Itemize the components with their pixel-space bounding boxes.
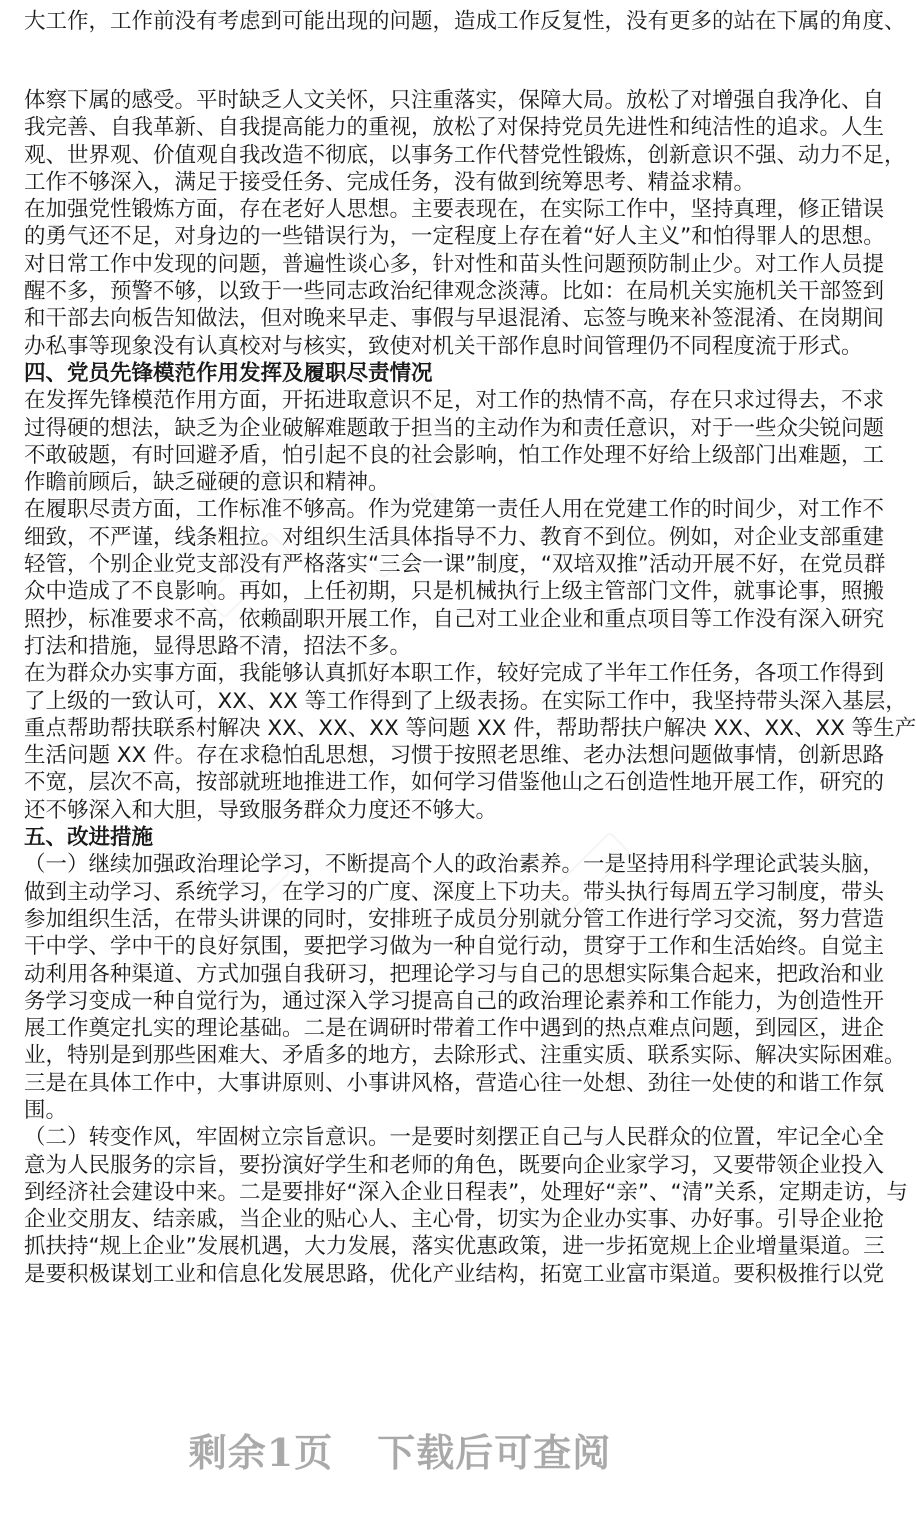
text-line: 醒不多，预警不够，以致于一些同志政治纪律观念淡薄。比如：在局机关实施机关干部签到 — [24, 279, 885, 305]
text-line: 过得硬的想法，缺乏为企业破解难题敢于担当的主动作为和责任意识，对于一些众尖锐问题 — [24, 415, 885, 441]
text-line: 动利用各种渠道、方式加强自我研习，把理论学习与自己的思想实际集合起来，把政治和业 — [24, 961, 885, 987]
text-line: 参加组织生活，在带头讲课的同时，安排班子成员分别就分管工作进行学习交流，努力营造 — [24, 906, 885, 932]
text-line: 在为群众办实事方面，我能够认真抓好本职工作，较好完成了半年工作任务，各项工作得到 — [24, 661, 885, 687]
text-line: 是要积极谋划工业和信息化发展思路，优化产业结构，拓宽工业富市渠道。要积极推行以党 — [24, 1261, 885, 1287]
document-top-fragment — [24, 8, 906, 35]
text-line: 抓扶持“规上企业”发展机遇，大力发展，落实优惠政策，进一步拓宽规上企业增量渠道。三 — [24, 1234, 885, 1260]
text-line: 在发挥先锋模范作用方面，开拓进取意识不足，对工作的热情不高，存在只求过得去，不求 — [24, 388, 885, 414]
text-line: （一）继续加强政治理论学习，不断提高个人的政治素养。一是坚持用科学理论武装头脑， — [24, 852, 885, 878]
text-line: 在加强党性锻炼方面，存在老好人思想。主要表现在，在实际工作中，坚持真理，修正错误 — [24, 197, 885, 223]
text-line: 还不够深入和大胆，导致服务群众力度还不够大。 — [24, 797, 498, 823]
text-line: 意为人民服务的宗旨，要扮演好学生和老师的角色，既要向企业家学习，又要带领企业投入 — [24, 1152, 885, 1178]
text-line: 体察下属的感受。平时缺乏人文关怀，只注重落实，保障大局。放松了对增强自我净化、自 — [24, 88, 885, 113]
text-line: （二）转变作风，牢固树立宗旨意识。一是要时刻摆正自己与人民群众的位置，牢记全心全 — [24, 1125, 885, 1151]
text-line: 我完善、自我革新、自我提高能力的重视，放松了对保持党员先进性和纯洁性的追求。人生 — [24, 115, 885, 141]
text-line: 打法和措施，显得思路不清，招法不多。 — [24, 633, 412, 659]
text-line: 企业交朋友、结亲戚，当企业的贴心人、主心骨，切实为企业办实事、办好事。引导企业抢 — [24, 1207, 885, 1233]
text-line: 在履职尽责方面，工作标准不够高。作为党建第一责任人用在党建工作的时间少，对工作不 — [24, 497, 885, 523]
text-line: 的勇气还不足，对身边的一些错误行为，一定程度上存在着“好人主义”和怕得罪人的思想。 — [24, 224, 885, 250]
text-line: 细致，不严谨，线条粗拉。对组织生活具体指导不力、教育不到位。例如，对企业支部重建 — [24, 524, 885, 550]
text-line: 围。 — [24, 1097, 68, 1123]
text-line: 轻管，个别企业党支部没有严格落实“三会一课”制度，“双培双推”活动开展不好，在党员群 — [24, 552, 886, 578]
text-line: 观、世界观、价值观自我改造不彻底，以事务工作代替党性锻炼，创新意识不强、动力不足， — [24, 142, 906, 168]
text-line: 生活问题 XX 件。存在求稳怕乱思想，习惯于按照老思维、老办法想问题做事情，创新思路 — [24, 743, 885, 769]
text-line: 不宽，层次不高，按部就班地推进工作，如何学习借鉴他山之石创造性地开展工作，研究的 — [24, 770, 885, 796]
text-line: 务学习变成一种自觉行为，通过深入学习提高自己的政治理论素养和工作能力，为创造性开 — [24, 988, 885, 1014]
text-line: 大工作，工作前没有考虑到可能出现的问题，造成工作反复性，没有更多的站在下属的角度、 — [24, 9, 906, 34]
text-line: 业，特别是到那些困难大、矛盾多的地方，去除形式、注重实质、联系实际、解决实际困难。 — [24, 1043, 906, 1069]
download-to-view-label[interactable]: 下载后可查阅 — [377, 1430, 612, 1475]
text-line: 和干部去向板告知做法，但对晚来早走、事假与早退混淆、忘签与晚来补签混淆、在岗期间 — [24, 306, 885, 332]
text-line: 对日常工作中发现的问题，普遍性谈心多，针对性和苗头性问题预防制止少。对工作人员提 — [24, 251, 885, 277]
remaining-pages-label: 剩余1页 — [188, 1430, 334, 1475]
section-heading: 四、党员先锋模范作用发挥及履职尽责情况 — [24, 360, 433, 386]
text-line: 不敢破题，有时回避矛盾，怕引起不良的社会影响，怕工作处理不好给上级部门出难题，工 — [24, 442, 885, 468]
text-line: 做到主动学习、系统学习，在学习的广度、深度上下功夫。带头执行每周五学习制度，带头 — [24, 879, 885, 905]
text-line: 干中学、学中干的良好氛围，要把学习做为一种自觉行动，贯穿于工作和生活始终。自觉主 — [24, 934, 885, 960]
text-line: 众中造成了不良影响。再如，上任初期，只是机械执行上级主管部门文件，就事论事，照搬 — [24, 579, 885, 605]
text-line: 了上级的一致认可，XX、XX 等工作得到了上级表扬。在实际工作中，我坚持带头深入基层， — [24, 688, 907, 714]
text-line: 作瞻前顾后，缺乏碰硬的意识和精神。 — [24, 470, 390, 496]
download-prompt[interactable] — [0, 1422, 800, 1477]
text-line: 展工作奠定扎实的理论基础。二是在调研时带着工作中遇到的热点难点问题，到园区，进企 — [24, 1016, 885, 1042]
text-line: 办私事等现象没有认真校对与核实，致使对机关干部作息时间管理仍不同程度流于形式。 — [24, 333, 863, 359]
section-heading: 五、改进措施 — [24, 825, 154, 851]
text-line: 工作不够深入，满足于接受任务、完成任务，没有做到统筹思考、精益求精。 — [24, 169, 756, 195]
text-line: 三是在具体工作中，大事讲原则、小事讲风格，营造心往一处想、劲往一处使的和谐工作氛 — [24, 1070, 885, 1096]
document-body — [24, 87, 916, 1288]
text-line: 重点帮助帮扶联系村解决 XX、XX、XX 等问题 XX 件，帮助帮扶户解决 XX、XX、XX 等生产 — [24, 715, 916, 741]
text-line: 照抄，标准要求不高，依赖副职开展工作，自己对工业企业和重点项目等工作没有深入研究 — [24, 606, 885, 632]
text-line: 到经济社会建设中来。二是要排好“深入企业日程表”，处理好“亲”、“清”关系，定期走访，与 — [24, 1179, 908, 1205]
